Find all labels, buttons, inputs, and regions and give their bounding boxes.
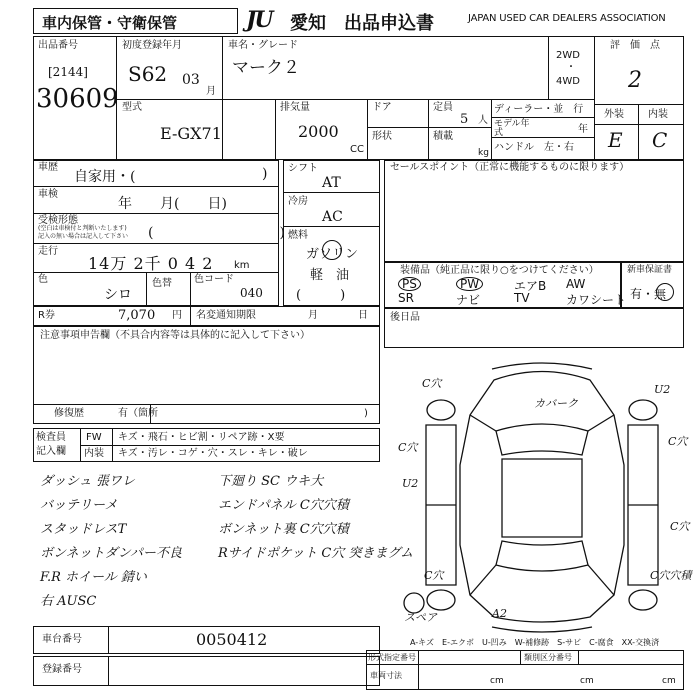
form-title: 出品申込書 bbox=[344, 13, 434, 34]
chassis-label: 車台番号 bbox=[42, 634, 82, 645]
interior-items: キズ・汚レ・コゲ・穴・スレ・キレ・破レ bbox=[118, 448, 308, 459]
mileage-value: 14万 2千 0 4 2 bbox=[88, 254, 214, 273]
capacity-value: 5 bbox=[460, 112, 469, 127]
fuel-circle bbox=[322, 240, 342, 260]
warranty-circle bbox=[656, 283, 674, 301]
first-reg-year: S62 bbox=[128, 62, 168, 86]
capacity-unit: 人 bbox=[478, 115, 488, 126]
ju-logo-text: JU bbox=[246, 7, 272, 33]
handwritten-note: バッテリーメ bbox=[40, 498, 118, 513]
inspection-value: 年 月( 日) bbox=[118, 196, 227, 212]
equipment-item: エアB bbox=[514, 279, 547, 293]
drive-dot: ・ bbox=[566, 62, 576, 73]
model-year-label: モデル年式 bbox=[494, 119, 530, 138]
equipment-label: 装備品（純正品に限り○をつけてください） bbox=[400, 265, 599, 276]
storage-box bbox=[33, 8, 238, 34]
diagram-mark-2: U2 bbox=[654, 383, 671, 396]
diagram-mark-1: C穴 bbox=[422, 377, 442, 390]
sales-point-box bbox=[384, 160, 684, 262]
car-diagram bbox=[384, 355, 700, 635]
diagram-mark-3: カバーク bbox=[534, 397, 578, 410]
diagram-mark-5: C穴 bbox=[668, 435, 688, 448]
interior-row-label: 内装 bbox=[84, 448, 104, 459]
form-number-label: 形式指定番号 bbox=[368, 653, 416, 662]
class-number-label: 類別区分番号 bbox=[524, 653, 572, 662]
equipment-item: SR bbox=[398, 291, 414, 305]
fw-items: キズ・飛石・ヒビ割・リペア跡・X要 bbox=[118, 432, 285, 443]
diagram-mark-10: スペア bbox=[404, 611, 437, 624]
height-unit: cm bbox=[662, 676, 676, 686]
inspector-label-1: 検査員 bbox=[36, 432, 66, 443]
r-ticket-label: R券 bbox=[38, 310, 55, 321]
car-name-label: 車名・グレード bbox=[228, 40, 298, 51]
score-value: 2 bbox=[628, 68, 642, 93]
history-close: ) bbox=[262, 166, 268, 182]
equipment-item: PS bbox=[398, 277, 421, 291]
mileage-unit: km bbox=[234, 260, 250, 271]
score-label: 評 価 点 bbox=[610, 40, 660, 51]
lot-label: 出品番号 bbox=[38, 40, 78, 51]
diagram-mark-6: U2 bbox=[402, 477, 419, 490]
ac-value: AC bbox=[322, 209, 343, 225]
equipment-item: TV bbox=[514, 291, 530, 305]
handwritten-note: ボンネット裏 C穴穴積 bbox=[218, 522, 349, 537]
handwritten-note: Rサイドポケット C穴 突きまグム bbox=[218, 546, 414, 561]
fuel-label: 燃料 bbox=[288, 230, 308, 241]
drive-2wd: 2WD bbox=[556, 50, 580, 61]
handwritten-note: ダッシュ 張ワレ bbox=[40, 474, 135, 489]
inspection-label: 車検 bbox=[38, 189, 58, 200]
seal-label: 後日品 bbox=[390, 312, 420, 323]
warranty-label: 新車保証書 bbox=[627, 265, 673, 275]
handle-label: ハンドル 左・右 bbox=[494, 142, 574, 153]
first-reg-month: 03 bbox=[182, 72, 200, 88]
lot-small-number: [2144] bbox=[48, 65, 88, 79]
drive-4wd: 4WD bbox=[556, 76, 580, 87]
capacity-label: 定員 bbox=[433, 102, 453, 113]
first-reg-month-unit: 月 bbox=[206, 86, 216, 97]
color-code-value: 040 bbox=[240, 286, 263, 300]
equipment-item: カワシート bbox=[566, 293, 627, 307]
handwritten-note: 右 AUSC bbox=[40, 594, 97, 609]
exterior-label: 外装 bbox=[604, 109, 624, 120]
storage-text: 車内保管・守衛保管 bbox=[42, 14, 178, 32]
color-change-label: 色替 bbox=[152, 278, 172, 289]
lot-number: 30609 bbox=[36, 84, 119, 114]
damage-legend: A-キズ E-エクボ U-凹み W-補修跡 S-サビ C-腐食 XX-交換済 bbox=[410, 638, 660, 647]
model-year-unit: 年 bbox=[578, 124, 588, 135]
handwritten-note: スタッドレスT bbox=[40, 522, 127, 537]
history-label: 車歴 bbox=[38, 162, 58, 173]
inspector-label-2: 記入欄 bbox=[36, 446, 66, 457]
notice-day: 日 bbox=[358, 310, 368, 321]
color-value: シロ bbox=[104, 287, 132, 303]
shift-value: AT bbox=[322, 175, 341, 191]
diagram-mark-8: C穴 bbox=[424, 569, 444, 582]
diagram-mark-4: C穴 bbox=[398, 441, 418, 454]
model-label: 型式 bbox=[122, 102, 142, 113]
jibai-label: 受検形態 bbox=[38, 215, 78, 226]
diagram-mark-11: A2 bbox=[492, 607, 507, 620]
top-grid bbox=[33, 36, 684, 160]
color-label: 色 bbox=[38, 274, 48, 285]
interior-grade: C bbox=[652, 128, 668, 152]
equipment-item: ナビ bbox=[456, 293, 481, 307]
jibai-paren: ( ) bbox=[148, 225, 285, 241]
r-ticket-unit: 円 bbox=[172, 310, 182, 321]
logo-prefecture: 愛知 bbox=[290, 13, 326, 34]
load-unit: kg bbox=[478, 148, 489, 158]
displacement-unit: CC bbox=[350, 144, 364, 155]
ju-logo bbox=[246, 7, 288, 33]
handwritten-note: ボンネットダンパー不良 bbox=[40, 546, 182, 561]
jibai-note: (空白は車検付と判断いたします) bbox=[38, 225, 127, 232]
load-label: 積載 bbox=[433, 131, 453, 142]
exterior-grade: E bbox=[608, 128, 623, 152]
notice-month: 月 bbox=[308, 310, 318, 321]
history-value: 自家用・( bbox=[74, 169, 136, 185]
plate-row bbox=[33, 656, 380, 686]
sales-point-label: セールスポイント（正常に機能するものに限ります） bbox=[390, 162, 630, 173]
displacement-value: 2000 bbox=[298, 122, 339, 141]
dealer-label: ディーラー・並 行 bbox=[494, 104, 584, 115]
displacement-label: 排気量 bbox=[280, 102, 310, 113]
notice-label: 名変通知期限 bbox=[196, 310, 256, 321]
plate-label: 登録番号 bbox=[42, 664, 82, 675]
width-unit: cm bbox=[580, 676, 594, 686]
door-label: ドア bbox=[372, 102, 392, 113]
repair-value: 有（箇所 bbox=[118, 408, 158, 419]
first-reg-label: 初度登録年月 bbox=[122, 40, 182, 51]
shape-label: 形状 bbox=[372, 131, 392, 142]
jibai-note2: 記入の無い場合は記入して下さい bbox=[38, 233, 129, 240]
repair-label: 修復歴 bbox=[54, 408, 84, 419]
length-unit: cm bbox=[490, 676, 504, 686]
equipment-item: AW bbox=[566, 277, 586, 291]
fw-label: FW bbox=[86, 432, 102, 443]
chassis-value: 0050412 bbox=[196, 630, 268, 649]
fuel-paren: ( ) bbox=[296, 288, 346, 303]
repair-close: ) bbox=[364, 408, 368, 419]
warranty-value: 有・無 bbox=[630, 287, 667, 301]
r-ticket-value: 7,070 bbox=[118, 308, 156, 323]
fuel-value-diesel: 軽 油 bbox=[310, 268, 350, 283]
seal-box bbox=[384, 308, 684, 348]
handwritten-note: F.R ホイール 錆い bbox=[40, 570, 147, 585]
dimension-label: 車両寸法 bbox=[370, 671, 402, 680]
equipment-item: PW bbox=[456, 277, 483, 291]
english-title: JAPAN USED CAR DEALERS ASSOCIATION bbox=[468, 13, 666, 24]
shift-label: シフト bbox=[288, 163, 318, 174]
mileage-label: 走行 bbox=[38, 246, 58, 257]
equipment-grid bbox=[390, 277, 627, 307]
color-code-label: 色コード bbox=[194, 274, 234, 285]
handwritten-note: エンドパネル C穴穴積 bbox=[218, 498, 349, 513]
interior-label: 内装 bbox=[648, 109, 668, 120]
car-name-value: マーク２ bbox=[232, 58, 300, 78]
fuel-value-gas: ガソリン bbox=[306, 247, 359, 262]
diagram-mark-7: C穴 bbox=[670, 520, 690, 533]
diagram-mark-9: C穴穴積 bbox=[650, 569, 692, 582]
ac-label: 冷房 bbox=[288, 196, 308, 207]
notes-header: 注意事項申告欄（不具合内容等は具体的に記入して下さい） bbox=[40, 330, 310, 341]
handwritten-note: 下廻り SC ウキ大 bbox=[218, 474, 324, 489]
model-value: E-GX71 bbox=[160, 124, 222, 143]
